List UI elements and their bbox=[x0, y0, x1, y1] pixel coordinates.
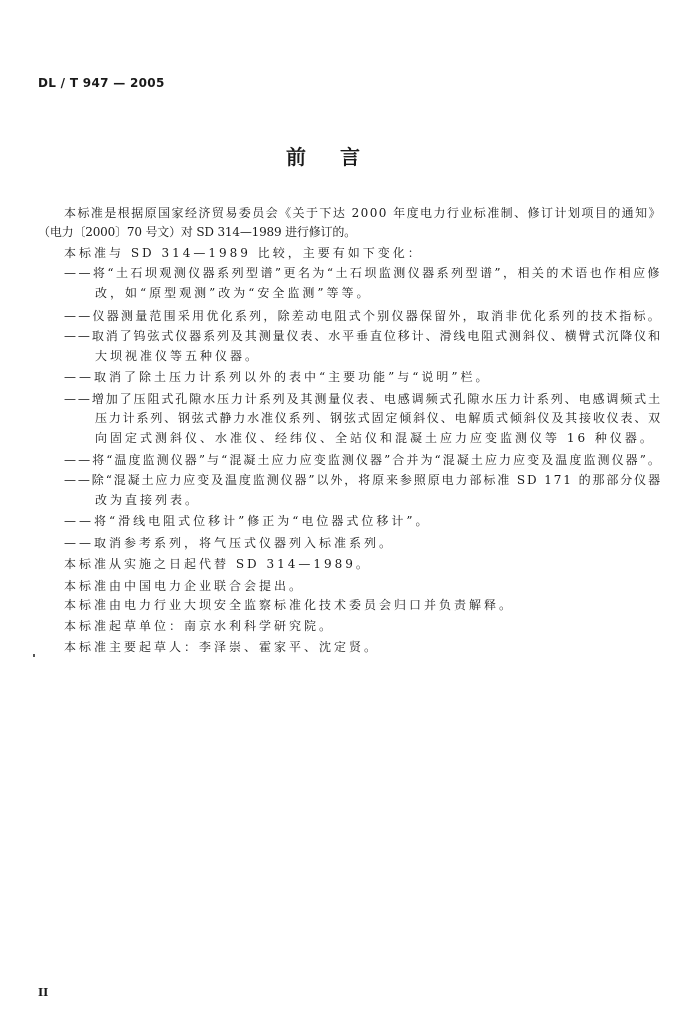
standard-code: DL / T 947 — 2005 bbox=[38, 76, 165, 90]
paragraph-line: 本标准是根据原国家经济贸易委员会《关于下达 2000 年度电力行业标准制、修订计划项目的通知》 bbox=[64, 206, 662, 220]
change-item-line: ——取消了除土压力计系列以外的表中“主要功能”与“说明”栏。 bbox=[64, 370, 491, 384]
change-item-line: ——将“土石坝观测仪器系列型谱”更名为“土石坝监测仪器系列型谱”，相关的术语也作相应修 bbox=[64, 266, 662, 280]
change-item-line: 改，如“原型观测”改为“安全监测”等等。 bbox=[95, 286, 372, 300]
paragraph-line: 本标准与 SD 314—1989 比较，主要有如下变化： bbox=[64, 246, 423, 260]
change-item-line: ——取消了钨弦式仪器系列及其测量仪表、水平垂直位移计、滑线电阻式测斜仪、横臂式沉降仪和 bbox=[64, 329, 662, 343]
paragraph-line: 本标准由中国电力企业联合会提出。 bbox=[64, 579, 305, 593]
change-item-line: ——除“混凝土应力应变及温度监测仪器”以外，将原来参照原电力部标准 SD 171 的那部分仪器 bbox=[64, 473, 662, 487]
scan-speck bbox=[33, 654, 35, 657]
page-number: II bbox=[38, 986, 49, 999]
paragraph-line: （电力〔2000〕70 号文）对 SD 314—1989 进行修订的。 bbox=[38, 225, 356, 239]
change-item-line: ——增加了压阻式孔隙水压力计系列及其测量仪表、电感调频式孔隙水压力计系列、电感调频式土 bbox=[64, 392, 662, 406]
change-item-line: ——将“温度监测仪器”与“混凝土应力应变监测仪器”合并为“混凝土应力应变及温度监测仪器”。 bbox=[64, 453, 662, 467]
change-item-line: 改为直接列表。 bbox=[95, 493, 201, 507]
change-item-line: ——将“滑线电阻式位移计”修正为“电位器式位移计”。 bbox=[64, 514, 431, 528]
change-item-line: 压力计系列、钢弦式静力水准仪系列、钢弦式固定倾斜仪、电解质式倾斜仪及其接收仪表、双 bbox=[95, 411, 662, 425]
change-item-line: ——仪器测量范围采用优化系列，除差动电阻式个别仪器保留外，取消非优化系列的技术指标。 bbox=[64, 309, 662, 323]
paragraph-line: 本标准从实施之日起代替 SD 314—1989。 bbox=[64, 557, 371, 571]
change-item-line: 大坝视准仪等五种仪器。 bbox=[95, 349, 261, 363]
change-item-line: ——取消参考系列，将气压式仪器列入标准系列。 bbox=[64, 536, 395, 550]
paragraph-line: 本标准起草单位：南京水利科学研究院。 bbox=[64, 619, 335, 633]
paragraph-line: 本标准由电力行业大坝安全监察标准化技术委员会归口并负责解释。 bbox=[64, 598, 515, 612]
page-title: 前言 bbox=[286, 145, 394, 169]
change-item-line: 向固定式测斜仪、水准仪、经纬仪、全站仪和混凝土应力应变监测仪等 16 种仪器。 bbox=[95, 431, 655, 445]
paragraph-line: 本标准主要起草人：李泽崇、霍家平、沈定贤。 bbox=[64, 640, 380, 654]
